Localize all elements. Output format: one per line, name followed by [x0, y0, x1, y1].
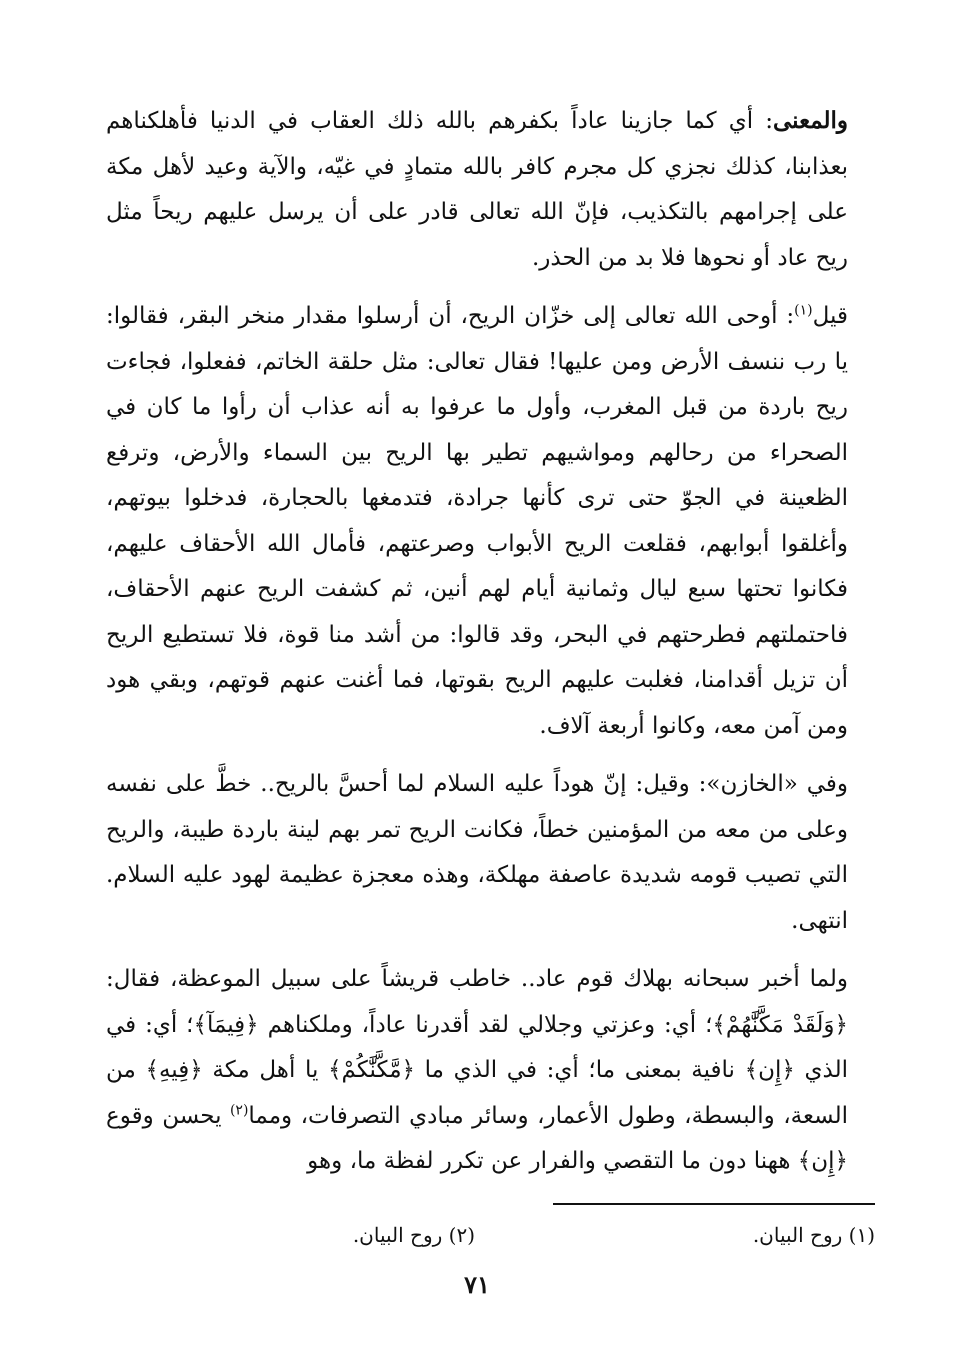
page-number: ٧١: [464, 1270, 490, 1299]
paragraph-text-tail: يحسن وقوع ﴿إِن﴾ ههنا دون ما التقصي والفرار عن تكرر لفظة ما، وهو: [106, 1102, 848, 1174]
footnote-1: (١) روح البيان.: [752, 1223, 875, 1247]
paragraph-text: ولما أخبر سبحانه بهلاك قوم عاد.. خاطب قريشاً على سبيل الموعظة، فقال: ﴿وَلَقَدْ مَكَّنَّٰهُمْ﴾؛ أي: وعزتي وجلالي لقد أقدرنا عاداً، وملكناهم ﴿فِيمَآ﴾؛ أي: في الذي ﴿إِن﴾ نافية بمعنى ما؛ أي: في الذي ما ﴿مَّكَّنَّٰكُمْ﴾ يا أهل مكة ﴿فِيهِ﴾ من السعة، والبسطة، وطول الأعمار، وسائر مبادي التصرفات، ومما: [106, 966, 848, 1129]
paragraph-text: : أي كما جازينا عاداً بكفرهم بالله ذلك العقاب في الدنيا فأهلكناهم بعذابنا، كذلك نجزي كل مجرم كافر بالله متمادٍ في غيّه، والآية وعيد لأهل مكة على إجرامهم بالتكذيب، فإنّ الله تعالى قادر على أن يرسل عليهم ريحاً مثل ريح عاد أو نحوها فلا بد من الحذر.: [106, 108, 848, 271]
footnote-ref[interactable]: (١): [794, 302, 813, 319]
footnote-divider: [553, 1203, 875, 1205]
paragraph-start-word: قيل: [812, 303, 848, 329]
footnote-ref[interactable]: (٢): [229, 1101, 249, 1118]
paragraph-quraysh: [106, 957, 848, 1185]
footnote-2: (٢) روح البيان.: [352, 1223, 475, 1247]
paragraph-text: : أوحى الله تعالى إلى خزّان الريح، أن أرسلوا مقدار منخر البقر، فقالوا: يا رب ننسف الأرض ومن عليها! فقال تعالى: مثل حلقة الخاتم، ففعلوا، فجاءت ريح باردة من قبل المغرب، وأول ما عرفوا به أنه عذاب أن رأوا ما كان في الصحراء من رحالهم ومواشيهم تطير بها الريح بين السماء والأرض، وترفع الظعينة في الجوّ حتى ترى كأنها جرادة، فتدمغها بالحجارة، فدخلوا بيوتهم، وأغلقوا أبوابهم، فقلعت الريح الأبواب وصرعتهم، فأمال الله الأحقاف عليهم، فكانوا تحتها سبع ليال وثمانية أيام لهم أنين، ثم كشفت الريح عنهم الأحقاف، فاحتملتهم فطرحتهم في البحر، وقد قالوا: من أشد منا قوة، فلا تستطيع الريح أن تزيل أقدامنا، فغلبت عليهم الريح بقوتها، فما أغنت عنهم قوتهم، وبقي هود ومن آمن معه، وكانوا أربعة آلاف.: [106, 303, 848, 739]
paragraph-qila: [106, 294, 848, 749]
paragraph-khazin: [106, 762, 848, 944]
paragraph-lead-word: والمعنى: [772, 107, 848, 134]
paragraph-text: وفي «الخازن»: وقيل: إنّ هوداً عليه السلام لما أحسَّ بالريح.. خطَّ على نفسه وعلى من معه من المؤمنين خطاً، فكانت الريح تمر بهم لينة باردة طيبة، والريح التي تصيب قومه شديدة عاصفة مهلكة، وهذه معجزة عظيمة لهود عليه السلام. انتهى.: [106, 771, 848, 934]
paragraph-meaning: [106, 98, 848, 281]
